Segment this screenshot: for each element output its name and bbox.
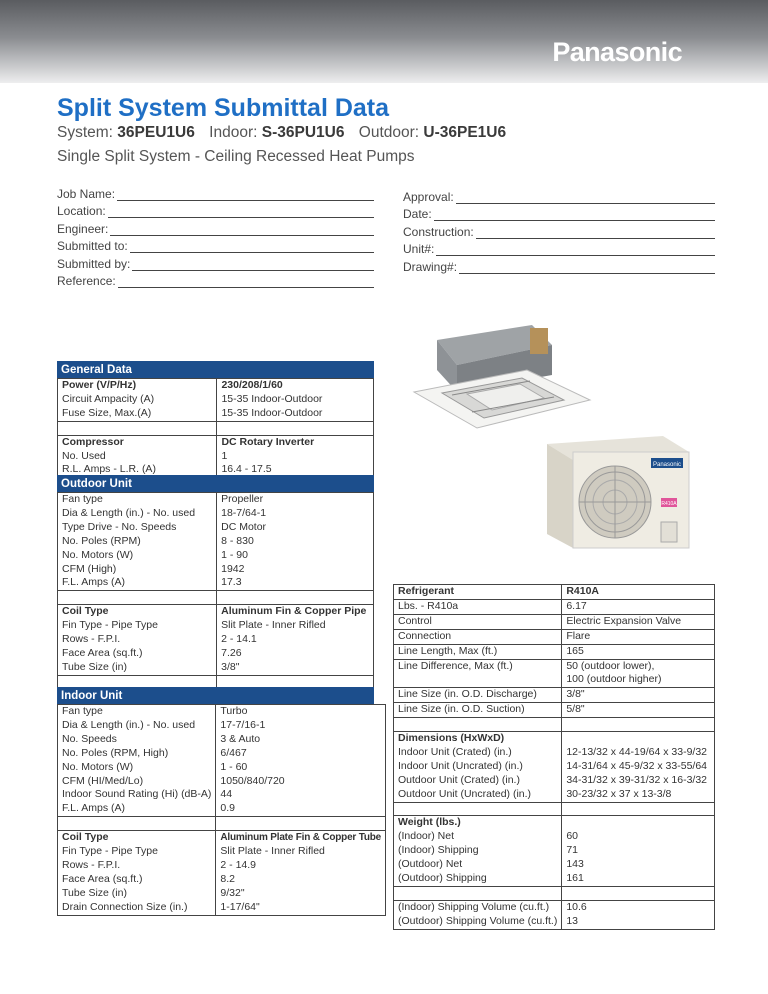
table-cell: Circuit Ampacity (A) [58, 393, 217, 407]
table-cell: Electric Expansion Valve [562, 614, 715, 629]
table-row [394, 774, 715, 788]
field-label: Job Name: [57, 187, 116, 201]
table-cell: R410A [562, 585, 715, 600]
field-label: Submitted by: [57, 257, 131, 271]
table-cell: Refrigerant [394, 585, 562, 600]
table-row [58, 435, 374, 449]
table-cell: 5/8" [562, 703, 715, 718]
table-cell: No. Used [58, 450, 217, 464]
table-cell: 8 - 830 [217, 535, 374, 549]
table-cell: 1942 [217, 563, 374, 577]
outdoor-label: Outdoor: [358, 124, 420, 141]
table-row [394, 614, 715, 629]
table-cell: No. Motors (W) [58, 549, 217, 563]
table-cell: 143 [562, 858, 715, 872]
field-input-line[interactable] [108, 206, 374, 218]
construction-field[interactable] [403, 223, 715, 239]
table-cell: Fin Type - Pipe Type [58, 845, 216, 859]
submitted-to-field[interactable] [57, 237, 374, 253]
field-input-line[interactable] [110, 224, 374, 236]
field-label: Approval: [403, 190, 454, 204]
table-cell: Type Drive - No. Speeds [58, 521, 217, 535]
table-row [58, 802, 386, 816]
table-row [394, 900, 715, 914]
table-row [58, 521, 374, 535]
table-row [58, 761, 386, 775]
table-cell: Aluminum Plate Fin & Copper Tube [216, 831, 386, 845]
table-row [394, 629, 715, 644]
table-row [58, 421, 374, 435]
table-cell [58, 591, 217, 605]
general-data-table [57, 378, 374, 477]
table-row [58, 549, 374, 563]
table-cell: Fan type [58, 493, 217, 507]
table-cell: Fin Type - Pipe Type [58, 619, 217, 633]
table-cell: Line Size (in. O.D. Suction) [394, 703, 562, 718]
table-row [58, 817, 386, 831]
table-cell: 100 (outdoor higher) [562, 673, 715, 687]
table-cell: 60 [562, 830, 715, 844]
table-row [58, 493, 374, 507]
table-row [58, 747, 386, 761]
table-cell: 16.4 - 17.5 [217, 463, 374, 477]
table-cell: Lbs. - R410a [394, 599, 562, 614]
table-cell [562, 816, 715, 830]
table-cell: CFM (HI/Med/Lo) [58, 775, 216, 789]
field-input-line[interactable] [436, 244, 715, 256]
table-cell: Coil Type [58, 831, 216, 845]
field-input-line[interactable] [130, 241, 374, 253]
table-cell: 17.3 [217, 576, 374, 590]
outdoor-unit-image [543, 430, 693, 552]
table-cell [394, 802, 562, 816]
field-label: Date: [403, 207, 432, 221]
table-cell: Line Size (in. O.D. Discharge) [394, 688, 562, 703]
system-label: System: [57, 124, 113, 141]
table-row [58, 788, 386, 802]
table-row [394, 659, 715, 673]
field-input-line[interactable] [434, 209, 715, 221]
table-cell: 230/208/1/60 [217, 379, 374, 393]
subtitle: Single Split System - Ceiling Recessed Heat Pumps [57, 148, 415, 165]
table-row [58, 576, 374, 590]
table-cell: Aluminum Fin & Copper Pipe [217, 605, 374, 619]
table-row [58, 591, 374, 605]
table-cell: Drain Connection Size (in.) [58, 901, 216, 915]
table-cell: (Indoor) Net [394, 830, 562, 844]
table-cell: R.L. Amps - L.R. (A) [58, 463, 217, 477]
table-cell: Line Difference, Max (ft.) [394, 659, 562, 673]
table-cell [217, 421, 374, 435]
approval-field[interactable] [403, 188, 715, 204]
drawing-number-field[interactable] [403, 258, 715, 274]
table-row [58, 831, 386, 845]
date-field[interactable] [403, 205, 715, 221]
table-row [58, 661, 374, 675]
table-row [58, 535, 374, 549]
table-cell: 3 & Auto [216, 733, 386, 747]
table-row [58, 407, 374, 421]
table-cell: 1-17/64" [216, 901, 386, 915]
table-row [58, 605, 374, 619]
table-cell: Outdoor Unit (Crated) (in.) [394, 774, 562, 788]
indoor-label: Indoor: [209, 124, 258, 141]
table-cell: DC Rotary Inverter [217, 435, 374, 449]
table-row [58, 507, 374, 521]
outdoor-unit-table [57, 492, 374, 689]
table-row [58, 845, 386, 859]
table-row [394, 872, 715, 886]
table-row [394, 746, 715, 760]
table-cell: Turbo [216, 705, 386, 719]
table-cell: Connection [394, 629, 562, 644]
table-cell: 15-35 Indoor-Outdoor [217, 393, 374, 407]
table-cell: Slit Plate - Inner Rifled [216, 845, 386, 859]
table-row [394, 718, 715, 732]
panasonic-logo: Panasonic [552, 37, 682, 67]
table-row [58, 733, 386, 747]
table-row [394, 688, 715, 703]
table-cell: 44 [216, 788, 386, 802]
table-cell: Indoor Sound Rating (Hi) (dB-A) [58, 788, 216, 802]
table-cell: 8.2 [216, 873, 386, 887]
indoor-unit-image [412, 320, 592, 440]
table-row [58, 901, 386, 915]
table-row [58, 775, 386, 789]
table-cell: (Indoor) Shipping Volume (cu.ft.) [394, 900, 562, 914]
table-cell: CFM (High) [58, 563, 217, 577]
table-cell [216, 817, 386, 831]
indoor-unit-table [57, 704, 386, 916]
table-cell: F.L. Amps (A) [58, 576, 217, 590]
table-cell: 1 - 60 [216, 761, 386, 775]
table-cell: (Indoor) Shipping [394, 844, 562, 858]
table-row [58, 393, 374, 407]
table-cell: Face Area (sq.ft.) [58, 647, 217, 661]
table-cell: Slit Plate - Inner Rifled [217, 619, 374, 633]
header-banner [0, 0, 768, 83]
table-row [394, 585, 715, 600]
submitted-by-field[interactable] [57, 255, 374, 271]
table-cell: Face Area (sq.ft.) [58, 873, 216, 887]
table-row [58, 705, 386, 719]
table-cell: Weight (lbs.) [394, 816, 562, 830]
reference-field[interactable] [57, 272, 374, 288]
field-input-line[interactable] [118, 276, 374, 288]
table-cell: Line Length, Max (ft.) [394, 644, 562, 659]
table-row [394, 816, 715, 830]
table-cell: Tube Size (in) [58, 887, 216, 901]
table-cell: Outdoor Unit (Uncrated) (in.) [394, 788, 562, 802]
field-input-line[interactable] [132, 259, 374, 271]
table-cell: 6/467 [216, 747, 386, 761]
table-row [394, 830, 715, 844]
table-cell: 1050/840/720 [216, 775, 386, 789]
refrigerant-dimensions-table [393, 584, 715, 930]
table-cell: Rows - F.P.I. [58, 859, 216, 873]
location-field[interactable] [57, 202, 374, 218]
table-cell: Fan type [58, 705, 216, 719]
field-label: Engineer: [57, 222, 109, 236]
system-line [57, 124, 506, 142]
table-cell: 12-13/32 x 44-19/64 x 33-9/32 [562, 746, 715, 760]
table-row [58, 619, 374, 633]
section-header-outdoor: Outdoor Unit [57, 475, 374, 492]
table-cell: 34-31/32 x 39-31/32 x 16-3/32 [562, 774, 715, 788]
table-cell: Control [394, 614, 562, 629]
table-cell: Compressor [58, 435, 217, 449]
field-label: Reference: [57, 274, 116, 288]
table-cell: 17-7/16-1 [216, 719, 386, 733]
table-row [394, 644, 715, 659]
table-cell: 0.9 [216, 802, 386, 816]
table-row [58, 563, 374, 577]
table-cell: Dimensions (HxWxD) [394, 732, 562, 746]
page-title: Split System Submittal Data [57, 94, 390, 122]
table-cell: 18-7/64-1 [217, 507, 374, 521]
system-value: 36PEU1U6 [117, 124, 195, 141]
table-cell: 30-23/32 x 37 x 13-3/8 [562, 788, 715, 802]
table-cell [562, 887, 715, 901]
table-row [394, 788, 715, 802]
table-cell: (Outdoor) Shipping Volume (cu.ft.) [394, 915, 562, 929]
table-cell: DC Motor [217, 521, 374, 535]
table-row [58, 873, 386, 887]
table-cell: (Outdoor) Shipping [394, 872, 562, 886]
table-cell: Fuse Size, Max.(A) [58, 407, 217, 421]
table-cell: F.L. Amps (A) [58, 802, 216, 816]
field-label: Construction: [403, 225, 474, 239]
field-label: Submitted to: [57, 239, 128, 253]
field-label: Drawing#: [403, 260, 458, 274]
table-cell: No. Poles (RPM, High) [58, 747, 216, 761]
table-row [58, 719, 386, 733]
table-row [394, 915, 715, 929]
table-cell [58, 817, 216, 831]
table-cell [58, 421, 217, 435]
table-row [58, 887, 386, 901]
table-cell: 1 [217, 450, 374, 464]
table-row [58, 647, 374, 661]
field-label: Unit#: [403, 242, 435, 256]
table-row [58, 633, 374, 647]
table-cell: 9/32" [216, 887, 386, 901]
table-cell: 3/8" [562, 688, 715, 703]
table-cell: 50 (outdoor lower), [562, 659, 715, 673]
table-cell: Tube Size (in) [58, 661, 217, 675]
field-input-line[interactable] [456, 192, 715, 204]
table-cell: Coil Type [58, 605, 217, 619]
indoor-value: S-36PU1U6 [261, 124, 345, 141]
table-cell: 10.6 [562, 900, 715, 914]
table-row [394, 599, 715, 614]
table-cell: 71 [562, 844, 715, 858]
table-cell [562, 718, 715, 732]
table-row [394, 673, 715, 687]
table-row [394, 802, 715, 816]
table-cell: 2 - 14.1 [217, 633, 374, 647]
table-cell [562, 802, 715, 816]
outdoor-badge-text: Panasonic [652, 462, 682, 468]
table-cell [217, 591, 374, 605]
field-label: Location: [57, 204, 106, 218]
table-cell: Dia & Length (in.) - No. used [58, 507, 217, 521]
table-cell: (Outdoor) Net [394, 858, 562, 872]
outdoor-sticker-text: R410A [661, 501, 677, 507]
table-row [394, 858, 715, 872]
table-cell: 1 - 90 [217, 549, 374, 563]
table-cell: Flare [562, 629, 715, 644]
table-row [58, 379, 374, 393]
table-cell: 14-31/64 x 45-9/32 x 33-55/64 [562, 760, 715, 774]
table-cell: Propeller [217, 493, 374, 507]
field-input-line[interactable] [117, 189, 374, 201]
engineer-field[interactable] [57, 220, 374, 236]
table-cell: Power (V/P/Hz) [58, 379, 217, 393]
field-input-line[interactable] [459, 262, 715, 274]
table-cell [394, 718, 562, 732]
table-row [394, 703, 715, 718]
table-cell: No. Motors (W) [58, 761, 216, 775]
table-row [394, 844, 715, 858]
table-cell: 15-35 Indoor-Outdoor [217, 407, 374, 421]
table-cell: 7.26 [217, 647, 374, 661]
table-cell: 13 [562, 915, 715, 929]
table-cell: 161 [562, 872, 715, 886]
section-header-general: General Data [57, 361, 374, 378]
table-cell: No. Poles (RPM) [58, 535, 217, 549]
table-cell: 2 - 14.9 [216, 859, 386, 873]
table-row [58, 859, 386, 873]
table-cell: Indoor Unit (Uncrated) (in.) [394, 760, 562, 774]
table-cell: 3/8" [217, 661, 374, 675]
unit-number-field[interactable] [403, 240, 715, 256]
table-cell [394, 673, 562, 687]
outdoor-value: U-36PE1U6 [423, 124, 507, 141]
table-cell: No. Speeds [58, 733, 216, 747]
table-cell [394, 887, 562, 901]
table-cell: Indoor Unit (Crated) (in.) [394, 746, 562, 760]
table-cell: 6.17 [562, 599, 715, 614]
table-row [58, 450, 374, 464]
field-input-line[interactable] [476, 227, 715, 239]
table-cell: 165 [562, 644, 715, 659]
table-cell: Dia & Length (in.) - No. used [58, 719, 216, 733]
table-row [394, 760, 715, 774]
job-name-field[interactable] [57, 185, 374, 201]
table-cell: Rows - F.P.I. [58, 633, 217, 647]
table-row [394, 887, 715, 901]
section-header-indoor: Indoor Unit [57, 687, 374, 704]
table-row [394, 732, 715, 746]
table-cell [562, 732, 715, 746]
